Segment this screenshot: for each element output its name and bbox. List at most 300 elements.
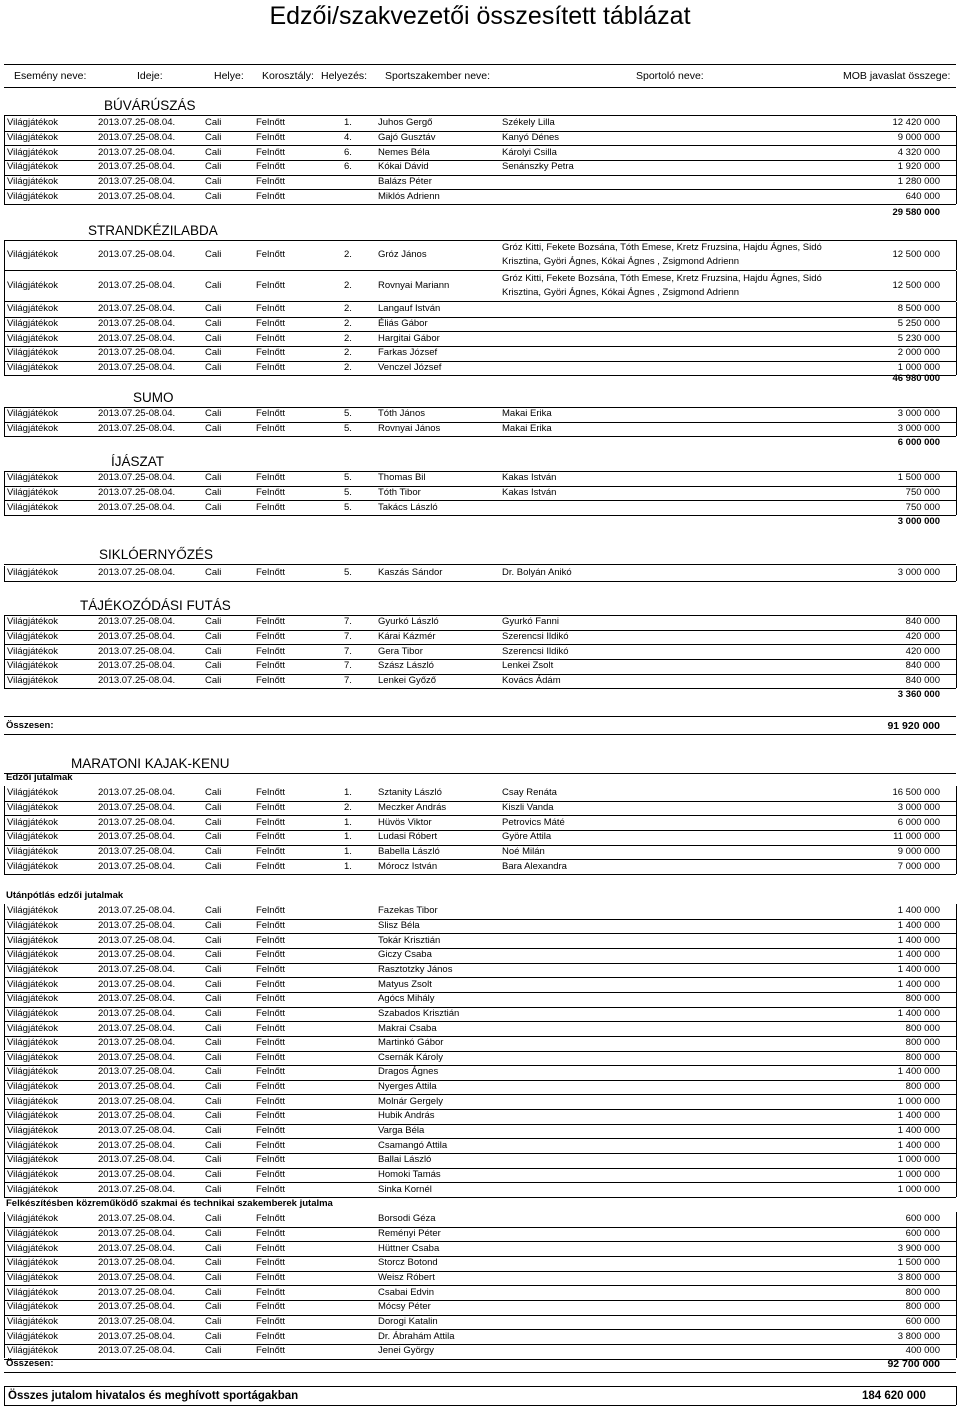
table-cell-date: 2013.07.25-08.04. — [98, 660, 176, 672]
table-cell-place: Cali — [205, 674, 222, 686]
table-cell-age: Felnőtt — [256, 1037, 286, 1049]
column-border — [956, 302, 957, 317]
table-cell-coach: Babella László — [378, 845, 440, 857]
table-cell-amount: 1 400 000 — [897, 1066, 940, 1078]
column-border — [956, 240, 957, 270]
column-border — [4, 977, 5, 992]
column-border — [4, 1138, 5, 1153]
table-cell-athlete: Dr. Bolyán Anikó — [502, 567, 572, 579]
summary-top-border — [4, 716, 956, 717]
table-cell-event: Világjátékok — [7, 816, 59, 828]
table-cell-event: Világjátékok — [7, 1066, 59, 1078]
table-cell-place: Cali — [205, 934, 222, 946]
table-cell-athlete: Lenkei Zsolt — [502, 660, 554, 672]
table-cell-event: Világjátékok — [7, 949, 59, 961]
table-cell-amount: 1 500 000 — [897, 1257, 940, 1269]
table-cell-age: Felnőtt — [256, 1022, 286, 1034]
table-cell-event: Világjátékok — [7, 1213, 59, 1225]
table-cell-pos: 5. — [344, 567, 352, 579]
table-cell-date: 2013.07.25-08.04. — [98, 963, 176, 975]
column-border — [4, 1007, 5, 1022]
table-cell-age: Felnőtt — [256, 1286, 286, 1298]
table-cell-age: Felnőtt — [256, 1154, 286, 1166]
table-cell-date: 2013.07.25-08.04. — [98, 816, 176, 828]
section-title: ÍJÁSZAT — [111, 454, 165, 469]
table-cell-amount: 1 000 000 — [897, 1183, 940, 1195]
table-cell-event: Világjátékok — [7, 317, 59, 329]
table-cell-date: 2013.07.25-08.04. — [98, 317, 176, 329]
table-cell-event: Világjátékok — [7, 1095, 59, 1107]
table-cell-age: Felnőtt — [256, 1051, 286, 1063]
table-cell-athlete: Gróz Kitti, Fekete Bozsána, Tóth Emese, Kretz Fruzsina, Hajdu Ágnes, Sidó Krisztina, Györi Ágnes, Kókai Ágnes , Zsigmond Adrienn — [502, 273, 822, 298]
table-cell-date: 2013.07.25-08.04. — [98, 249, 176, 260]
column-border — [4, 904, 5, 919]
column-border — [4, 1109, 5, 1124]
table-cell-place: Cali — [205, 831, 222, 843]
column-border — [4, 830, 5, 845]
table-cell-coach: Weisz Róbert — [378, 1271, 435, 1283]
column-border — [4, 331, 5, 346]
table-cell-place: Cali — [205, 1139, 222, 1151]
table-cell-athlete: Györe Attila — [502, 831, 552, 843]
subsection-title: Utánpótlás edzői jutalmak — [6, 890, 124, 901]
column-border — [956, 1021, 957, 1036]
table-cell-event: Világjátékok — [7, 117, 59, 129]
column-border — [4, 1315, 5, 1330]
table-cell-event: Világjátékok — [7, 616, 59, 628]
table-cell-event: Világjátékok — [7, 1271, 59, 1283]
table-cell-event: Világjátékok — [7, 280, 59, 291]
column-border — [956, 644, 957, 659]
column-border — [4, 1256, 5, 1271]
table-cell-place: Cali — [205, 660, 222, 672]
table-cell-coach: Rasztotzky János — [378, 963, 453, 975]
table-cell-age: Felnőtt — [256, 831, 286, 843]
table-cell-date: 2013.07.25-08.04. — [98, 1345, 176, 1357]
table-cell-date: 2013.07.25-08.04. — [98, 1242, 176, 1254]
section-total: 3 360 000 — [897, 689, 940, 700]
table-cell-coach: Dragos Ágnes — [378, 1066, 439, 1078]
table-cell-date: 2013.07.25-08.04. — [98, 303, 176, 315]
table-cell-age: Felnőtt — [256, 978, 286, 990]
table-cell-place: Cali — [205, 190, 222, 202]
column-border — [956, 331, 957, 346]
column-border — [4, 145, 5, 160]
table-cell-coach: Mócsy Péter — [378, 1301, 431, 1313]
table-cell-coach: Borsodi Géza — [378, 1213, 436, 1225]
table-cell-athlete: Gyurkó Fanni — [502, 616, 560, 628]
column-border — [4, 845, 5, 860]
table-cell-date: 2013.07.25-08.04. — [98, 131, 176, 143]
table-cell-coach: Csamangó Attila — [378, 1139, 448, 1151]
column-border — [4, 674, 5, 689]
table-cell-event: Világjátékok — [7, 1125, 59, 1137]
table-cell-coach: Gajó Gusztáv — [378, 131, 436, 143]
table-cell-amount: 800 000 — [905, 1051, 940, 1063]
summary-border — [4, 734, 956, 735]
table-cell-amount: 1 400 000 — [897, 978, 940, 990]
table-cell-date: 2013.07.25-08.04. — [98, 1183, 176, 1195]
table-cell-amount: 600 000 — [905, 1213, 940, 1225]
table-cell-age: Felnőtt — [256, 1169, 286, 1181]
column-border — [4, 948, 5, 963]
table-cell-date: 2013.07.25-08.04. — [98, 905, 176, 917]
table-cell-place: Cali — [205, 1007, 222, 1019]
table-cell-place: Cali — [205, 1183, 222, 1195]
table-cell-date: 2013.07.25-08.04. — [98, 280, 176, 291]
table-cell-age: Felnőtt — [256, 1242, 286, 1254]
section-title: TÁJÉKOZÓDÁSI FUTÁS — [80, 598, 231, 613]
table-cell-coach: Meczker András — [378, 801, 447, 813]
column-border — [4, 659, 5, 674]
table-cell-event: Világjátékok — [7, 645, 59, 657]
table-cell-age: Felnőtt — [256, 1227, 286, 1239]
table-cell-date: 2013.07.25-08.04. — [98, 860, 176, 872]
table-cell-age: Felnőtt — [256, 845, 286, 857]
table-cell-date: 2013.07.25-08.04. — [98, 161, 176, 173]
table-cell-pos: 1. — [344, 845, 352, 857]
table-cell-event: Világjátékok — [7, 1330, 59, 1342]
column-border — [4, 615, 5, 630]
table-cell-amount: 3 000 000 — [897, 801, 940, 813]
table-cell-place: Cali — [205, 845, 222, 857]
grand-total-top-border — [4, 1386, 956, 1387]
section-total: 6 000 000 — [897, 437, 940, 448]
table-cell-place: Cali — [205, 1154, 222, 1166]
table-cell-place: Cali — [205, 616, 222, 628]
table-cell-event: Világjátékok — [7, 1110, 59, 1122]
table-cell-place: Cali — [205, 1037, 222, 1049]
summary-amount: 92 700 000 — [887, 1358, 940, 1370]
column-border — [956, 1300, 957, 1315]
section-title: SUMO — [133, 390, 174, 405]
column-border — [956, 948, 957, 963]
table-cell-coach: Mórocz István — [378, 860, 438, 872]
table-cell-event: Világjátékok — [7, 1345, 59, 1357]
table-cell-age: Felnőtt — [256, 117, 286, 129]
column-border — [4, 1300, 5, 1315]
table-cell-place: Cali — [205, 1271, 222, 1283]
column-border — [956, 189, 957, 204]
column-border — [4, 644, 5, 659]
table-cell-age: Felnőtt — [256, 630, 286, 642]
column-border — [4, 1153, 5, 1168]
table-cell-amount: 1 000 000 — [897, 1169, 940, 1181]
table-cell-athlete: Kovács Ádám — [502, 674, 561, 686]
table-cell-event: Világjátékok — [7, 934, 59, 946]
column-border — [956, 1080, 957, 1095]
header-amount: MOB javaslat összege: — [843, 70, 951, 82]
table-cell-athlete: Kakas István — [502, 486, 557, 498]
summary-label: Összesen: — [6, 1358, 54, 1369]
column-border — [956, 116, 957, 131]
table-cell-place: Cali — [205, 117, 222, 129]
table-cell-date: 2013.07.25-08.04. — [98, 919, 176, 931]
table-cell-coach: Kárai Kázmér — [378, 630, 436, 642]
table-cell-place: Cali — [205, 1110, 222, 1122]
table-cell-pos: 5. — [344, 501, 352, 513]
row-border — [4, 581, 956, 582]
table-cell-age: Felnőtt — [256, 317, 286, 329]
table-cell-amount: 3 000 000 — [897, 567, 940, 579]
table-cell-coach: Éliás Gábor — [378, 317, 428, 329]
table-cell-amount: 3 000 000 — [897, 408, 940, 420]
column-border — [956, 131, 957, 146]
table-cell-coach: Jenei György — [378, 1345, 434, 1357]
table-cell-age: Felnőtt — [256, 905, 286, 917]
column-border — [4, 271, 5, 301]
table-cell-athlete: Kakas István — [502, 472, 557, 484]
table-cell-pos: 7. — [344, 660, 352, 672]
table-cell-amount: 1 400 000 — [897, 919, 940, 931]
table-cell-coach: Nyerges Attila — [378, 1081, 437, 1093]
table-cell-place: Cali — [205, 993, 222, 1005]
table-cell-athlete: Csay Renáta — [502, 787, 557, 799]
column-border — [956, 933, 957, 948]
table-cell-event: Világjátékok — [7, 831, 59, 843]
column-border — [956, 471, 957, 486]
table-cell-age: Felnőtt — [256, 1271, 286, 1283]
table-cell-athlete: Kiszli Vanda — [502, 801, 554, 813]
column-border — [4, 1241, 5, 1256]
table-cell-coach: Nemes Béla — [378, 146, 430, 158]
column-border — [4, 786, 5, 801]
table-cell-age: Felnőtt — [256, 175, 286, 187]
table-cell-date: 2013.07.25-08.04. — [98, 190, 176, 202]
table-cell-place: Cali — [205, 486, 222, 498]
table-cell-date: 2013.07.25-08.04. — [98, 1007, 176, 1019]
table-cell-athlete: Makai Erika — [502, 422, 552, 434]
table-cell-age: Felnőtt — [256, 249, 286, 260]
column-border — [956, 630, 957, 645]
table-cell-event: Világjátékok — [7, 1242, 59, 1254]
table-cell-coach: Martinkó Gábor — [378, 1037, 444, 1049]
table-cell-age: Felnőtt — [256, 486, 286, 498]
table-cell-date: 2013.07.25-08.04. — [98, 408, 176, 420]
table-cell-age: Felnőtt — [256, 361, 286, 373]
table-cell-date: 2013.07.25-08.04. — [98, 1066, 176, 1078]
column-border — [956, 1065, 957, 1080]
table-cell-pos: 6. — [344, 161, 352, 173]
table-cell-amount: 400 000 — [905, 1345, 940, 1357]
table-cell-date: 2013.07.25-08.04. — [98, 1037, 176, 1049]
table-cell-age: Felnőtt — [256, 949, 286, 961]
column-border — [956, 963, 957, 978]
table-cell-place: Cali — [205, 816, 222, 828]
table-cell-pos: 1. — [344, 816, 352, 828]
column-border — [4, 1386, 5, 1405]
table-cell-coach: Hargitai Gábor — [378, 332, 440, 344]
section-title: STRANDKÉZILABDA — [88, 223, 218, 238]
grand-total-amount: 184 620 000 — [862, 1390, 926, 1402]
table-cell-place: Cali — [205, 787, 222, 799]
table-cell-coach: Agócs Mihály — [378, 993, 435, 1005]
table-cell-coach: Molnár Gergely — [378, 1095, 443, 1107]
column-border — [4, 302, 5, 317]
table-cell-age: Felnőtt — [256, 1125, 286, 1137]
table-cell-pos: 5. — [344, 422, 352, 434]
column-border — [956, 1285, 957, 1300]
header-event: Esemény neve: — [14, 70, 87, 82]
column-border — [4, 471, 5, 486]
table-cell-age: Felnőtt — [256, 1110, 286, 1122]
table-cell-event: Világjátékok — [7, 1007, 59, 1019]
column-border — [4, 361, 5, 376]
table-cell-date: 2013.07.25-08.04. — [98, 1110, 176, 1122]
column-border — [956, 815, 957, 830]
table-cell-place: Cali — [205, 1095, 222, 1107]
header-age: Korosztály: — [262, 70, 314, 82]
table-cell-date: 2013.07.25-08.04. — [98, 347, 176, 359]
column-border — [956, 1271, 957, 1286]
table-cell-age: Felnőtt — [256, 332, 286, 344]
table-cell-coach: Gera Tibor — [378, 645, 423, 657]
table-cell-amount: 12 500 000 — [892, 249, 940, 260]
table-cell-age: Felnőtt — [256, 303, 286, 315]
table-cell-amount: 16 500 000 — [892, 787, 940, 799]
column-border — [956, 1344, 957, 1359]
table-cell-place: Cali — [205, 1301, 222, 1313]
table-cell-amount: 1 400 000 — [897, 1139, 940, 1151]
column-border — [4, 1227, 5, 1242]
header-bottom-border — [4, 87, 956, 88]
table-cell-coach: Slisz Béla — [378, 919, 420, 931]
table-cell-event: Világjátékok — [7, 1183, 59, 1195]
table-cell-athlete: Noé Milán — [502, 845, 545, 857]
table-cell-age: Felnőtt — [256, 1315, 286, 1327]
table-cell-amount: 1 500 000 — [897, 472, 940, 484]
table-cell-date: 2013.07.25-08.04. — [98, 831, 176, 843]
column-border — [956, 1315, 957, 1330]
table-cell-age: Felnőtt — [256, 131, 286, 143]
table-cell-pos: 1. — [344, 860, 352, 872]
table-cell-coach: Sinka Kornél — [378, 1183, 432, 1195]
column-border — [956, 786, 957, 801]
row-border — [4, 874, 956, 875]
table-cell-place: Cali — [205, 303, 222, 315]
table-cell-coach: Fazekas Tibor — [378, 905, 438, 917]
table-cell-age: Felnőtt — [256, 934, 286, 946]
column-border — [956, 175, 957, 190]
column-border — [956, 1007, 957, 1022]
table-cell-amount: 3 800 000 — [897, 1330, 940, 1342]
column-border — [956, 407, 957, 422]
table-cell-amount: 600 000 — [905, 1227, 940, 1239]
table-cell-place: Cali — [205, 1051, 222, 1063]
table-cell-coach: Takács László — [378, 501, 438, 513]
column-border — [4, 1021, 5, 1036]
table-cell-athlete: Kanyó Dénes — [502, 131, 560, 143]
table-cell-amount: 1 280 000 — [897, 175, 940, 187]
table-cell-event: Világjátékok — [7, 1286, 59, 1298]
table-cell-place: Cali — [205, 949, 222, 961]
column-border — [956, 615, 957, 630]
table-cell-place: Cali — [205, 905, 222, 917]
column-border — [4, 801, 5, 816]
table-cell-amount: 420 000 — [905, 645, 940, 657]
table-cell-date: 2013.07.25-08.04. — [98, 993, 176, 1005]
table-cell-place: Cali — [205, 175, 222, 187]
column-border — [956, 1153, 957, 1168]
table-cell-place: Cali — [205, 1066, 222, 1078]
table-cell-amount: 1 000 000 — [897, 1095, 940, 1107]
table-cell-event: Világjátékok — [7, 190, 59, 202]
table-cell-pos: 7. — [344, 645, 352, 657]
table-cell-event: Világjátékok — [7, 161, 59, 173]
table-cell-athlete: Károlyi Csilla — [502, 146, 557, 158]
section-total: 29 580 000 — [892, 207, 940, 218]
column-border — [4, 407, 5, 422]
table-cell-coach: Kókai Dávid — [378, 161, 429, 173]
table-cell-pos: 1. — [344, 831, 352, 843]
column-border — [4, 1124, 5, 1139]
table-cell-pos: 2. — [344, 317, 352, 329]
section-title: BÚVÁRÚSZÁS — [104, 98, 196, 113]
table-cell-event: Világjátékok — [7, 787, 59, 799]
table-cell-event: Világjátékok — [7, 1081, 59, 1093]
table-cell-event: Világjátékok — [7, 146, 59, 158]
table-cell-date: 2013.07.25-08.04. — [98, 978, 176, 990]
table-cell-pos: 7. — [344, 674, 352, 686]
column-border — [4, 1065, 5, 1080]
table-cell-date: 2013.07.25-08.04. — [98, 501, 176, 513]
table-cell-pos: 5. — [344, 408, 352, 420]
column-border — [956, 904, 957, 919]
table-cell-age: Felnőtt — [256, 408, 286, 420]
table-cell-date: 2013.07.25-08.04. — [98, 1095, 176, 1107]
grand-total-bottom-border — [4, 1405, 956, 1406]
grand-total-label: Összes jutalom hivatalos és meghívott sportágakban — [8, 1390, 299, 1402]
table-cell-age: Felnőtt — [256, 674, 286, 686]
table-cell-coach: Matyus Zsolt — [378, 978, 432, 990]
table-cell-place: Cali — [205, 146, 222, 158]
table-cell-event: Világjátékok — [7, 1139, 59, 1151]
table-cell-place: Cali — [205, 1286, 222, 1298]
table-cell-event: Világjátékok — [7, 919, 59, 931]
table-cell-age: Felnőtt — [256, 645, 286, 657]
column-border — [4, 1329, 5, 1344]
table-cell-coach: Langauf István — [378, 303, 441, 315]
section-title: MARATONI KAJAK-KENU — [71, 756, 230, 771]
table-cell-date: 2013.07.25-08.04. — [98, 1125, 176, 1137]
column-border — [4, 1094, 5, 1109]
table-cell-place: Cali — [205, 1081, 222, 1093]
column-border — [4, 500, 5, 515]
table-cell-amount: 640 000 — [905, 190, 940, 202]
column-border — [956, 1094, 957, 1109]
table-cell-date: 2013.07.25-08.04. — [98, 1051, 176, 1063]
table-cell-date: 2013.07.25-08.04. — [98, 630, 176, 642]
table-cell-pos: 2. — [344, 249, 352, 260]
table-cell-event: Világjátékok — [7, 674, 59, 686]
column-border — [4, 815, 5, 830]
table-cell-amount: 12 420 000 — [892, 117, 940, 129]
table-cell-event: Világjátékok — [7, 567, 59, 579]
table-cell-coach: Varga Béla — [378, 1125, 425, 1137]
column-border — [956, 919, 957, 934]
table-cell-amount: 6 000 000 — [897, 816, 940, 828]
column-border — [956, 674, 957, 689]
column-border — [956, 830, 957, 845]
table-cell-amount: 3 900 000 — [897, 1242, 940, 1254]
row-border — [4, 204, 956, 205]
column-border — [4, 486, 5, 501]
table-cell-amount: 1 920 000 — [897, 161, 940, 173]
page-title: Edzői/szakvezetői összesített táblázat — [269, 2, 691, 30]
table-cell-age: Felnőtt — [256, 1081, 286, 1093]
column-border — [956, 845, 957, 860]
table-cell-age: Felnőtt — [256, 816, 286, 828]
